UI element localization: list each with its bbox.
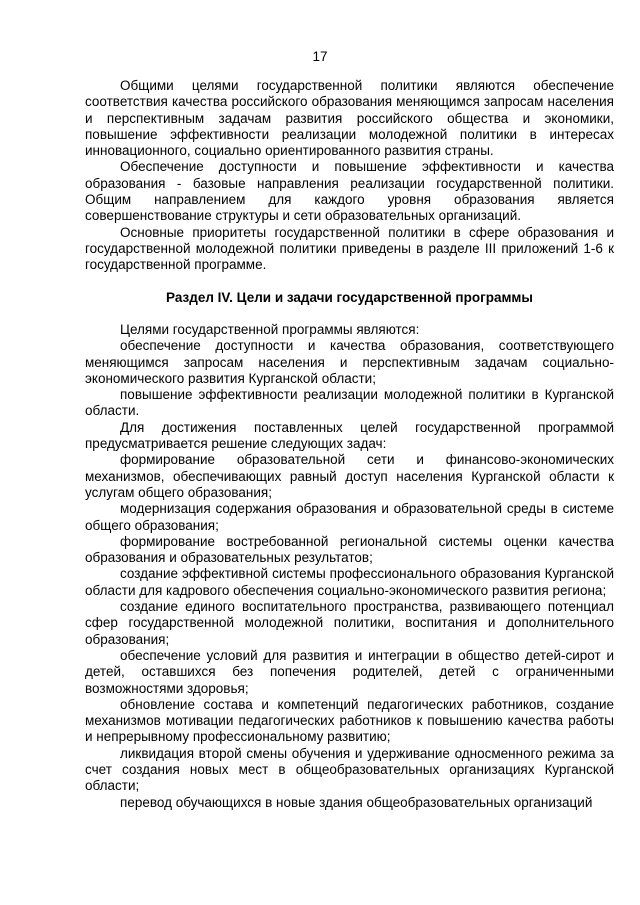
intro-paragraph-priorities: Основные приоритеты государственной политики в сфере образования и государственной молодежной политики приведены в разделе III приложений 1-6 к государственной программе. [85,224,614,273]
intro-paragraph-general-goals: Общими целями государственной политики являются обеспечение соответствия качества российского образования меняющимся запросам населения и перспективным задачам развития российского общества и экономики, повышение эффективности реализации молодежной политики в интересах инновационного, социально ориентированного развития страны. [85,78,614,159]
goal-item: обеспечение доступности и качества образования, соответствующего меняющимся запросам населения и перспективным задачам социально-экономического развития Курганской области; [85,338,614,386]
task-item: обновление состава и компетенций педагогических работников, создание механизмов мотивации педагогических работников к повышению качества работы и непрерывному профессиональному развитию; [85,696,614,745]
task-item: создание единого воспитательного пространства, развивающего потенциал сфер государственной молодежной политики, воспитания и дополнительного образования; [85,599,614,647]
goals-text-block [85,322,614,811]
page-number: 17 [312,49,328,64]
task-item: обеспечение условий для развития и интеграции в общество детей-сирот и детей, оставшихся без попечения родителей, детей с ограниченными возможностями здоровья; [85,647,614,696]
task-item: ликвидация второй смены обучения и удерживание односменного режима за счет создания новых мест в общеобразовательных организациях Курганской области; [85,745,614,794]
task-item: модернизация содержания образования и образовательной среды в системе общего образования; [85,501,614,533]
section-heading: Раздел IV. Цели и задачи государственной программы [166,290,533,305]
task-item: формирование востребованной региональной системы оценки качества образования и образовательных результатов; [85,533,614,566]
tasks-intro-paragraph: Для достижения поставленных целей государственной программой предусматривается решение следующих задач: [85,419,614,452]
intro-text-block [85,78,614,274]
task-item: перевод обучающихся в новые здания общеобразовательных организаций [120,794,593,810]
task-item: формирование образовательной сети и финансово-экономических механизмов, обеспечивающих равный доступ населения Курганской области к услугам общего образования; [85,452,614,500]
task-item: создание эффективной системы профессионального образования Курганской области для кадрового обеспечения социально-экономического развития региона; [85,566,614,598]
intro-paragraph-accessibility: Обеспечение доступности и повышение эффективности и качества образования - базовые направления реализации государственной политики. Общим направлением для каждого уровня образования является совершенствование структуры и сети образовательных организаций. [85,159,614,224]
goal-item: повышение эффективности реализации молодежной политики в Курганской области. [85,387,614,419]
goals-intro-paragraph: Целями государственной программы являются: [120,322,420,337]
